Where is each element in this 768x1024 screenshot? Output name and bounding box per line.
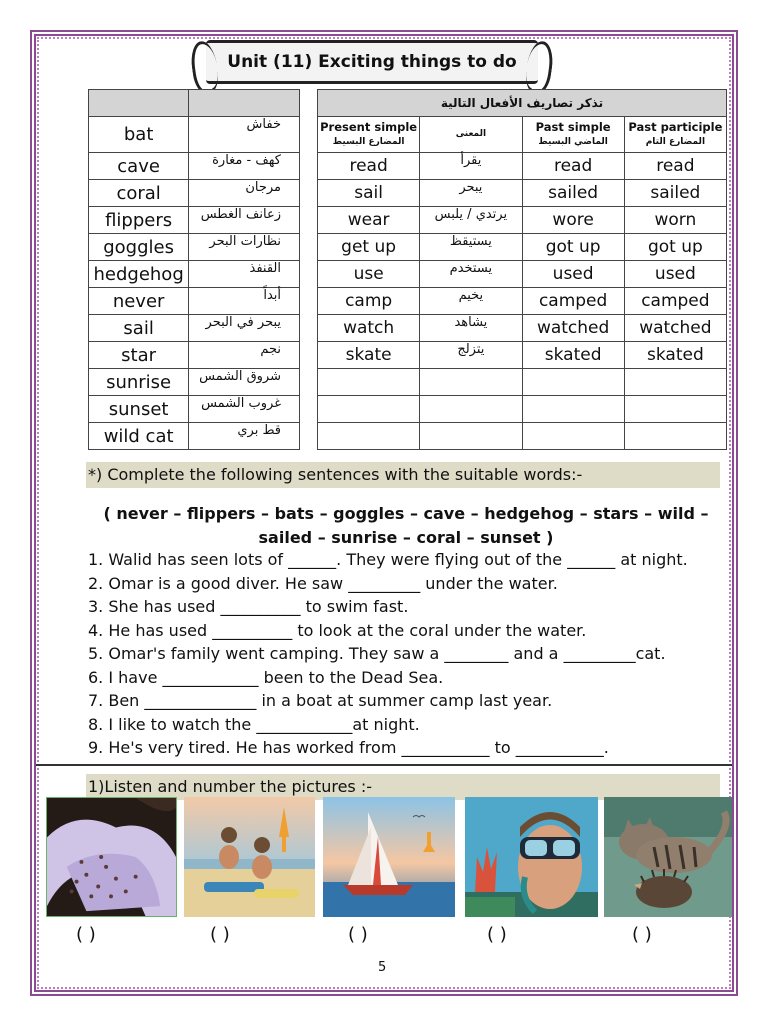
vocab-word: sunset bbox=[89, 396, 189, 423]
answer-blank[interactable]: ( ) bbox=[348, 924, 368, 945]
present-simple-cell: watch bbox=[318, 315, 420, 342]
sentence-item: 3. She has used __________ to swim fast. bbox=[88, 597, 409, 616]
table-row bbox=[89, 207, 300, 234]
past-participle-cell: got up bbox=[624, 234, 726, 261]
table-row bbox=[318, 315, 727, 342]
meaning-cell: يتزلج bbox=[420, 342, 522, 369]
past-simple-cell: used bbox=[522, 261, 624, 288]
table-row bbox=[89, 396, 300, 423]
empty-cell bbox=[522, 423, 624, 450]
vocab-word: sail bbox=[89, 315, 189, 342]
word-bank bbox=[86, 502, 726, 550]
sentence-item: 9. He's very tired. He has worked from ___________ to ___________. bbox=[88, 738, 609, 757]
present-simple-cell: use bbox=[318, 261, 420, 288]
vocab-meaning: نجم bbox=[189, 342, 300, 369]
table-row bbox=[89, 153, 300, 180]
vocab-word: hedgehog bbox=[89, 261, 189, 288]
sentence-item: 6. I have ____________ been to the Dead Sea. bbox=[88, 667, 444, 687]
sailboat-picture bbox=[323, 797, 455, 917]
vocab-word: flippers bbox=[89, 207, 189, 234]
column-header: Past participle المضارع التام bbox=[624, 117, 726, 153]
empty-cell bbox=[420, 369, 522, 396]
table-row bbox=[89, 180, 300, 207]
diver-with-goggles-picture bbox=[465, 797, 598, 917]
word-bank-line: sailed – sunrise – coral – sunset ) bbox=[258, 528, 554, 547]
past-simple-cell: got up bbox=[522, 234, 624, 261]
table-row bbox=[318, 423, 727, 450]
past-participle-cell: worn bbox=[624, 207, 726, 234]
sentence-item: 8. I like to watch the ____________at night. bbox=[88, 714, 420, 734]
table-row bbox=[89, 342, 300, 369]
past-simple-cell: watched bbox=[522, 315, 624, 342]
table-row bbox=[89, 234, 300, 261]
table-row bbox=[318, 234, 727, 261]
vocab-word: never bbox=[89, 288, 189, 315]
vocab-meaning: يبحر في البحر bbox=[189, 315, 300, 342]
answer-blank[interactable]: ( ) bbox=[210, 924, 230, 945]
table-row bbox=[89, 90, 300, 117]
vocab-word: sunrise bbox=[89, 369, 189, 396]
empty-cell bbox=[522, 369, 624, 396]
present-simple-cell: skate bbox=[318, 342, 420, 369]
table-row bbox=[318, 342, 727, 369]
present-simple-cell: camp bbox=[318, 288, 420, 315]
empty-cell bbox=[318, 396, 420, 423]
present-simple-cell: get up bbox=[318, 234, 420, 261]
table-row bbox=[89, 315, 300, 342]
table-row bbox=[89, 288, 300, 315]
present-simple-cell: sail bbox=[318, 180, 420, 207]
meaning-cell: يشاهد bbox=[420, 315, 522, 342]
exercise-heading: *) Complete the following sentences with the suitable words:- bbox=[86, 462, 720, 488]
vocab-word: bat bbox=[89, 117, 189, 153]
table-row bbox=[318, 261, 727, 288]
meaning-cell: يخيم bbox=[420, 288, 522, 315]
sentence-list bbox=[88, 549, 728, 761]
answer-blank[interactable]: ( ) bbox=[487, 924, 507, 945]
table-row bbox=[318, 180, 727, 207]
unit-title bbox=[206, 40, 538, 84]
past-simple-cell: skated bbox=[522, 342, 624, 369]
empty-cell bbox=[522, 396, 624, 423]
empty-cell bbox=[624, 369, 726, 396]
word-bank-line: ( never – flippers – bats – goggles – cave – hedgehog – stars – wild – bbox=[103, 504, 709, 523]
table-row bbox=[318, 153, 727, 180]
meaning-cell: يقرأ bbox=[420, 153, 522, 180]
table-header-row bbox=[318, 117, 727, 153]
empty-cell bbox=[420, 396, 522, 423]
vocab-word: goggles bbox=[89, 234, 189, 261]
table-row bbox=[89, 369, 300, 396]
past-simple-cell: sailed bbox=[522, 180, 624, 207]
empty-cell bbox=[420, 423, 522, 450]
vocab-meaning: أبداً bbox=[189, 288, 300, 315]
vocab-meaning: قط بري bbox=[189, 423, 300, 450]
verb-forms-table bbox=[317, 89, 727, 450]
verb-table-caption: تذكر تصاريف الأفعال التالية bbox=[318, 90, 727, 117]
empty-cell bbox=[624, 423, 726, 450]
empty-cell bbox=[318, 423, 420, 450]
table-row bbox=[318, 207, 727, 234]
meaning-cell: يستيقظ bbox=[420, 234, 522, 261]
table-row bbox=[318, 396, 727, 423]
vocabulary-table bbox=[88, 89, 300, 450]
empty-cell bbox=[318, 369, 420, 396]
meaning-cell: يستخدم bbox=[420, 261, 522, 288]
sentence-item: 2. Omar is a good diver. He saw _________ under the water. bbox=[88, 573, 558, 593]
past-participle-cell: read bbox=[624, 153, 726, 180]
table-row bbox=[89, 423, 300, 450]
table-row bbox=[318, 288, 727, 315]
table-row bbox=[89, 117, 300, 153]
listening-heading: 1)Listen and number the pictures :- bbox=[86, 774, 720, 800]
column-header: Past simple الماضي البسيط bbox=[522, 117, 624, 153]
table-row bbox=[318, 369, 727, 396]
unit-title-text: Unit (11) Exciting things to do bbox=[227, 52, 517, 72]
answer-blank[interactable]: ( ) bbox=[76, 924, 96, 945]
vocab-meaning: غروب الشمس bbox=[189, 396, 300, 423]
sentence-item: 5. Omar's family went camping. They saw a ________ and a _________cat. bbox=[88, 644, 666, 663]
vocab-meaning: خفاش bbox=[189, 117, 300, 153]
vocab-meaning: نظارات البحر bbox=[189, 234, 300, 261]
vocab-word: cave bbox=[89, 153, 189, 180]
vocab-word: wild cat bbox=[89, 423, 189, 450]
sentence-item: 1. Walid has seen lots of ______. They were flying out of the ______ at night. bbox=[88, 550, 688, 569]
past-participle-cell: camped bbox=[624, 288, 726, 315]
sentence-item: 7. Ben ______________ in a boat at summer camp last year. bbox=[88, 691, 553, 710]
past-simple-cell: read bbox=[522, 153, 624, 180]
section-divider bbox=[36, 764, 732, 766]
past-simple-cell: camped bbox=[522, 288, 624, 315]
meaning-cell: يبحر bbox=[420, 180, 522, 207]
past-participle-cell: skated bbox=[624, 342, 726, 369]
empty-cell bbox=[624, 396, 726, 423]
past-simple-cell: wore bbox=[522, 207, 624, 234]
past-participle-cell: used bbox=[624, 261, 726, 288]
past-participle-cell: watched bbox=[624, 315, 726, 342]
vocab-meaning: زعانف الغطس bbox=[189, 207, 300, 234]
vocab-word: star bbox=[89, 342, 189, 369]
vocab-meaning: مرجان bbox=[189, 180, 300, 207]
table-row bbox=[89, 261, 300, 288]
column-header: Present simple المضارع البسيط bbox=[318, 117, 420, 153]
page-number: 5 bbox=[378, 960, 387, 975]
sentence-item: 4. He has used __________ to look at the coral under the water. bbox=[88, 620, 587, 640]
table-caption-row bbox=[318, 90, 727, 117]
answer-blank[interactable]: ( ) bbox=[632, 924, 652, 945]
wild-cat-and-hedgehog-picture bbox=[604, 797, 732, 917]
present-simple-cell: read bbox=[318, 153, 420, 180]
vocab-meaning: شروق الشمس bbox=[189, 369, 300, 396]
bats-in-cave-picture bbox=[46, 797, 177, 917]
vocab-meaning: كهف - مغارة bbox=[189, 153, 300, 180]
past-participle-cell: sailed bbox=[624, 180, 726, 207]
present-simple-cell: wear bbox=[318, 207, 420, 234]
children-on-beach-picture bbox=[184, 797, 315, 917]
vocab-word: coral bbox=[89, 180, 189, 207]
vocab-meaning: القنفذ bbox=[189, 261, 300, 288]
meaning-cell: يرتدي / يلبس bbox=[420, 207, 522, 234]
column-header: المعنى bbox=[420, 117, 522, 153]
